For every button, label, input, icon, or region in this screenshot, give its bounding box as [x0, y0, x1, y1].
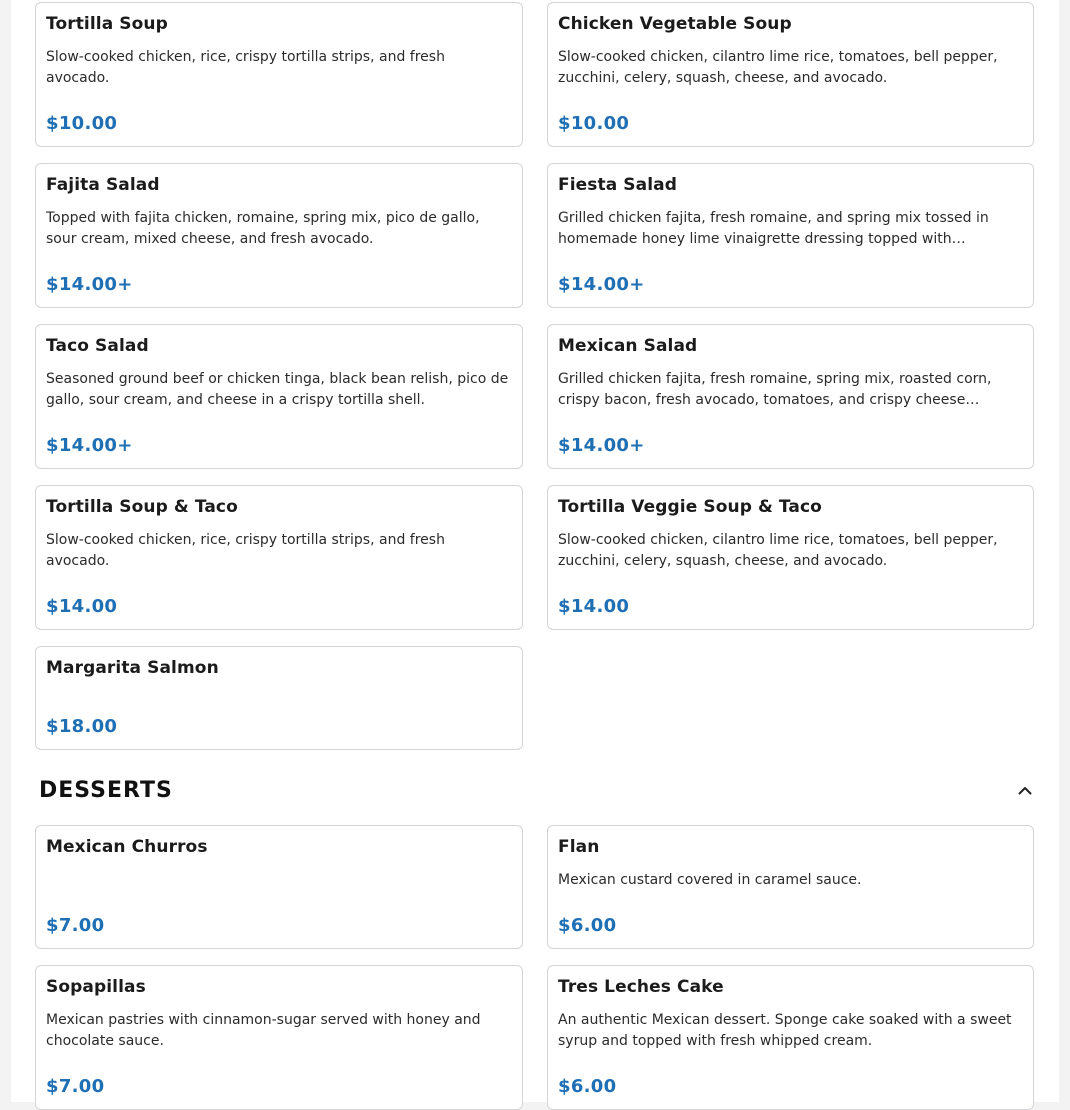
menu-item-description: Grilled chicken fajita, fresh romaine, spring mix, roasted corn, crispy bacon, fresh avocado, tomatoes, and crispy cheese…: [558, 371, 992, 408]
menu-item-name: Mexican Salad: [558, 336, 698, 356]
menu-item-name: Fajita Salad: [46, 175, 160, 195]
menu-item-description: Slow-cooked chicken, rice, crispy tortilla strips, and fresh avocado.: [46, 532, 445, 569]
menu-item-card[interactable]: [35, 485, 523, 630]
menu-item-description: Slow-cooked chicken, cilantro lime rice, tomatoes, bell pepper, zucchini, celery, squash, cheese, and avocado.: [558, 49, 998, 86]
menu-item-name: Margarita Salmon: [46, 658, 219, 678]
menu-item-description: Seasoned ground beef or chicken tinga, black bean relish, pico de gallo, sour cream, and cheese in a crispy tortilla shell.: [46, 371, 509, 408]
menu-item-name: Tortilla Soup: [46, 14, 168, 34]
menu-item-card[interactable]: [547, 965, 1034, 1110]
dessert-items-grid: [35, 825, 1034, 1110]
menu-page: [11, 0, 1059, 1102]
menu-item-name: Flan: [558, 837, 600, 857]
menu-item-price: $6.00: [558, 1076, 617, 1097]
desserts-section-header[interactable]: [39, 770, 1035, 810]
menu-item-price: $7.00: [46, 1076, 105, 1097]
menu-item-price: $18.00: [46, 716, 118, 737]
menu-item-name: Fiesta Salad: [558, 175, 677, 195]
menu-item-name: Tres Leches Cake: [558, 977, 724, 997]
menu-item-card[interactable]: [547, 2, 1034, 147]
menu-items-grid: [35, 2, 1034, 750]
menu-item-price: $14.00: [46, 596, 118, 617]
menu-item-name: Sopapillas: [46, 977, 146, 997]
menu-item-card[interactable]: [35, 646, 523, 750]
menu-item-description: Slow-cooked chicken, rice, crispy tortilla strips, and fresh avocado.: [46, 49, 445, 86]
menu-item-name: Mexican Churros: [46, 837, 208, 857]
menu-item-card[interactable]: [35, 2, 523, 147]
menu-item-price: $14.00: [558, 596, 630, 617]
menu-item-description: Mexican custard covered in caramel sauce.: [558, 872, 862, 888]
menu-item-card[interactable]: [547, 163, 1034, 308]
menu-item-price: $10.00: [558, 113, 630, 134]
menu-item-description: Topped with fajita chicken, romaine, spring mix, pico de gallo, sour cream, mixed cheese, and fresh avocado.: [46, 210, 480, 247]
menu-item-price: $7.00: [46, 915, 105, 936]
menu-item-price: $10.00: [46, 113, 118, 134]
menu-item-price: $6.00: [558, 915, 617, 936]
menu-item-description: Mexican pastries with cinnamon-sugar served with honey and chocolate sauce.: [46, 1012, 481, 1049]
menu-item-card[interactable]: [35, 825, 523, 949]
menu-item-card[interactable]: [547, 485, 1034, 630]
menu-item-card[interactable]: [547, 825, 1034, 949]
menu-item-name: Tortilla Soup & Taco: [46, 497, 238, 517]
menu-item-card[interactable]: [547, 324, 1034, 469]
menu-item-name: Chicken Vegetable Soup: [558, 14, 792, 34]
menu-item-card[interactable]: [35, 965, 523, 1110]
menu-item-card[interactable]: [35, 163, 523, 308]
menu-item-description: Grilled chicken fajita, fresh romaine, and spring mix tossed in homemade honey lime vinaigrette dressing topped with…: [558, 210, 989, 247]
menu-item-name: Tortilla Veggie Soup & Taco: [558, 497, 822, 517]
menu-item-card[interactable]: [35, 324, 523, 469]
menu-item-description: Slow-cooked chicken, cilantro lime rice, tomatoes, bell pepper, zucchini, celery, squash, cheese, and avocado.: [558, 532, 998, 569]
menu-item-name: Taco Salad: [46, 336, 149, 356]
menu-item-price: $14.00+: [558, 274, 645, 295]
menu-item-price: $14.00+: [558, 435, 645, 456]
menu-item-price: $14.00+: [46, 274, 133, 295]
chevron-up-icon[interactable]: [1017, 782, 1033, 798]
menu-item-description: An authentic Mexican dessert. Sponge cake soaked with a sweet syrup and topped with fresh whipped cream.: [558, 1012, 1012, 1049]
section-title: DESSERTS: [39, 777, 173, 803]
menu-item-price: $14.00+: [46, 435, 133, 456]
